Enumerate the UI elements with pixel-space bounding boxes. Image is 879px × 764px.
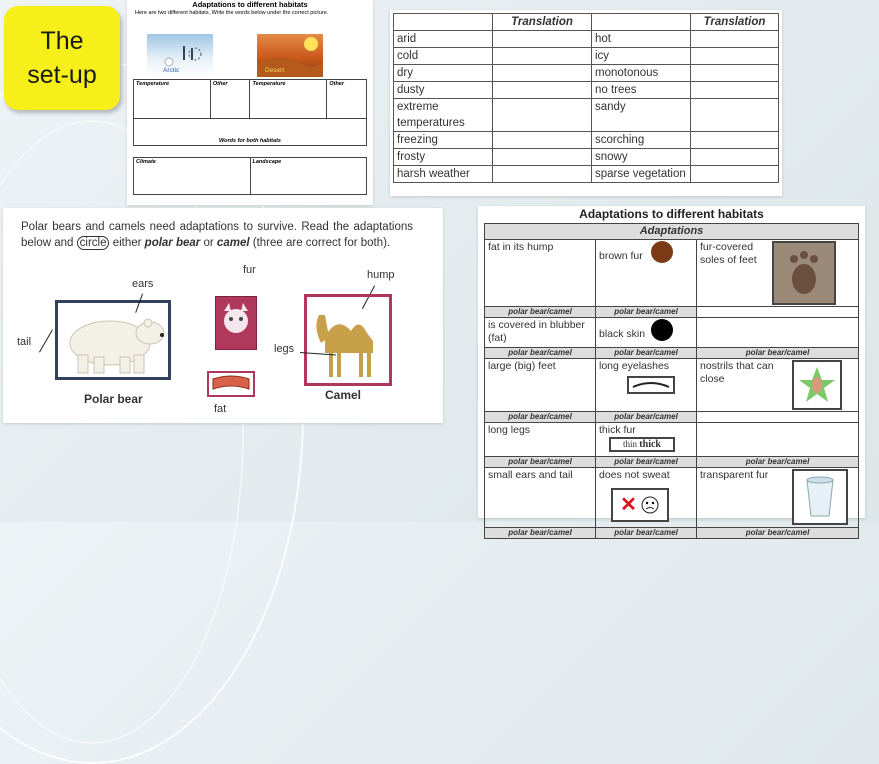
worksheet-instruction: Here are two different habitats. Write the words below under the correct picture. (135, 10, 329, 16)
camel-image (307, 297, 389, 383)
vocab-word: scorching (592, 132, 691, 149)
adaptation-cell: is covered in blubber (fat) (485, 318, 596, 348)
adaptation-text: fur-covered soles of feet (700, 241, 757, 266)
column-header: Other (210, 80, 250, 119)
adaptation-text: long eyelashes (599, 360, 670, 372)
vocab-word: extreme temperatures (394, 99, 493, 132)
label-legs: legs (274, 343, 295, 355)
adaptation-text: nostrils that can close (700, 360, 774, 385)
adaptation-cell (697, 240, 859, 307)
nostril-icon (792, 360, 842, 410)
camel-option: camel (216, 237, 250, 249)
adaptation-cell (596, 468, 697, 528)
choice-cell: polar bear/camel (596, 307, 697, 318)
choice-cell: polar bear/camel (485, 412, 596, 423)
translation-header: Translation (691, 14, 779, 31)
setup-sticker (4, 6, 120, 110)
polar-bear-option: polar bear (144, 237, 201, 249)
adaptation-text: does not sweat (599, 469, 670, 481)
instruction-part: (three are correct for both). (252, 237, 391, 249)
camel-frame (304, 294, 392, 386)
adaptation-cell: fat in its hump (485, 240, 596, 307)
vocab-word: hot (592, 31, 691, 48)
vocab-word: snowy (592, 149, 691, 166)
label-tail: tail (17, 336, 32, 348)
thin-word: thin (623, 439, 638, 449)
bacon-frame (207, 371, 255, 397)
choice-cell: polar bear/camel (596, 528, 697, 539)
vocabulary-table (393, 13, 779, 183)
adaptations-title: Adaptations to different habitats (579, 207, 764, 221)
vocab-word: no trees (592, 82, 691, 99)
adaptation-text: transparent fur (700, 469, 769, 481)
glass-icon (792, 469, 848, 525)
adaptations-table (484, 223, 859, 539)
fat-image (209, 373, 253, 395)
vocab-word: harsh weather (394, 166, 493, 183)
column-header: Other (327, 80, 367, 119)
vocab-word: cold (394, 48, 493, 65)
translation-header: Translation (493, 14, 592, 31)
choice-cell: polar bear/camel (596, 412, 697, 423)
setup-line2: set-up (27, 61, 97, 89)
climate-cell: Climate (134, 158, 251, 195)
landscape-cell: Landscape (250, 158, 367, 195)
instruction-text (21, 219, 413, 251)
no-sweat-icon: ✕ (611, 488, 669, 522)
adaptation-cell (697, 359, 859, 412)
choice-cell: polar bear/camel (697, 528, 859, 539)
adaptation-cell (697, 468, 859, 528)
adaptation-text: black skin (599, 328, 646, 340)
vocab-word: frosty (394, 149, 493, 166)
column-header: Temperature (134, 80, 211, 119)
vocab-word: sandy (592, 99, 691, 132)
choice-cell: polar bear/camel (697, 348, 859, 359)
adaptation-cell (596, 423, 697, 457)
choice-cell: polar bear/camel (485, 348, 596, 359)
eyelash-icon (627, 376, 675, 394)
arctic-label: Arctic (163, 67, 180, 74)
paw-icon (772, 241, 836, 305)
instruction-part: either (112, 237, 142, 249)
choice-cell: polar bear/camel (697, 457, 859, 468)
climate-landscape-table (133, 157, 367, 195)
adaptations-grid-sheet (478, 206, 865, 537)
vocab-word: dry (394, 65, 493, 82)
vocab-word: dusty (394, 82, 493, 99)
adaptation-cell: large (big) feet (485, 359, 596, 412)
choice-cell: polar bear/camel (485, 528, 596, 539)
choice-cell: polar bear/camel (596, 348, 697, 359)
adaptation-cell (596, 240, 697, 307)
choice-cell: polar bear/camel (596, 457, 697, 468)
vocab-word: icy (592, 48, 691, 65)
label-hump: hump (367, 269, 395, 281)
label-fur: fur (243, 264, 256, 276)
camel-caption: Camel (325, 388, 362, 402)
adaptation-cell: long legs (485, 423, 596, 457)
black-circle-icon (651, 319, 673, 341)
label-fat: fat (214, 403, 227, 415)
thin-thick-icon (609, 437, 675, 452)
instruction-part: Polar bears and camels need adaptations to survive. Read the adaptations below and (21, 221, 413, 249)
circle-word: circle (77, 236, 110, 250)
adaptations-header: Adaptations (485, 224, 859, 240)
choice-cell: polar bear/camel (485, 307, 596, 318)
instruction-part: or (203, 237, 214, 249)
adaptation-cell: small ears and tail (485, 468, 596, 528)
adaptation-cell (596, 318, 697, 348)
setup-line1: The (40, 27, 84, 55)
vocab-word: freezing (394, 132, 493, 149)
snowflake-icon (147, 34, 213, 77)
polar-bear-caption: Polar bear (84, 392, 143, 406)
animal-labelling-sheet (3, 208, 443, 423)
polar-bear-image (58, 303, 168, 377)
vocab-word: arid (394, 31, 493, 48)
adaptation-text: thick fur (599, 424, 636, 436)
desert-picture (257, 34, 323, 77)
worksheet-title: Adaptations to different habitats (192, 0, 308, 9)
fur-image (216, 297, 256, 349)
label-ears: ears (132, 278, 154, 290)
thick-word: thick (639, 439, 661, 450)
polar-bear-frame (55, 300, 171, 380)
both-habitats-cell: Words for both habitats (134, 119, 367, 146)
habitats-worksheet (127, 0, 373, 205)
vocab-word: sparse vegetation (592, 166, 691, 183)
brown-circle-icon (651, 241, 673, 263)
desert-label: Desert (265, 67, 285, 74)
pointer-line (39, 329, 53, 352)
choice-cell: polar bear/camel (485, 457, 596, 468)
vocabulary-table-sheet (390, 10, 782, 196)
vocab-word: monotonous (592, 65, 691, 82)
kitten-image (215, 296, 257, 350)
adaptation-cell (596, 359, 697, 412)
habitat-columns-table (133, 79, 367, 146)
arctic-picture (147, 34, 213, 77)
adaptation-text: brown fur (599, 250, 643, 262)
column-header: Temperature (250, 80, 327, 119)
